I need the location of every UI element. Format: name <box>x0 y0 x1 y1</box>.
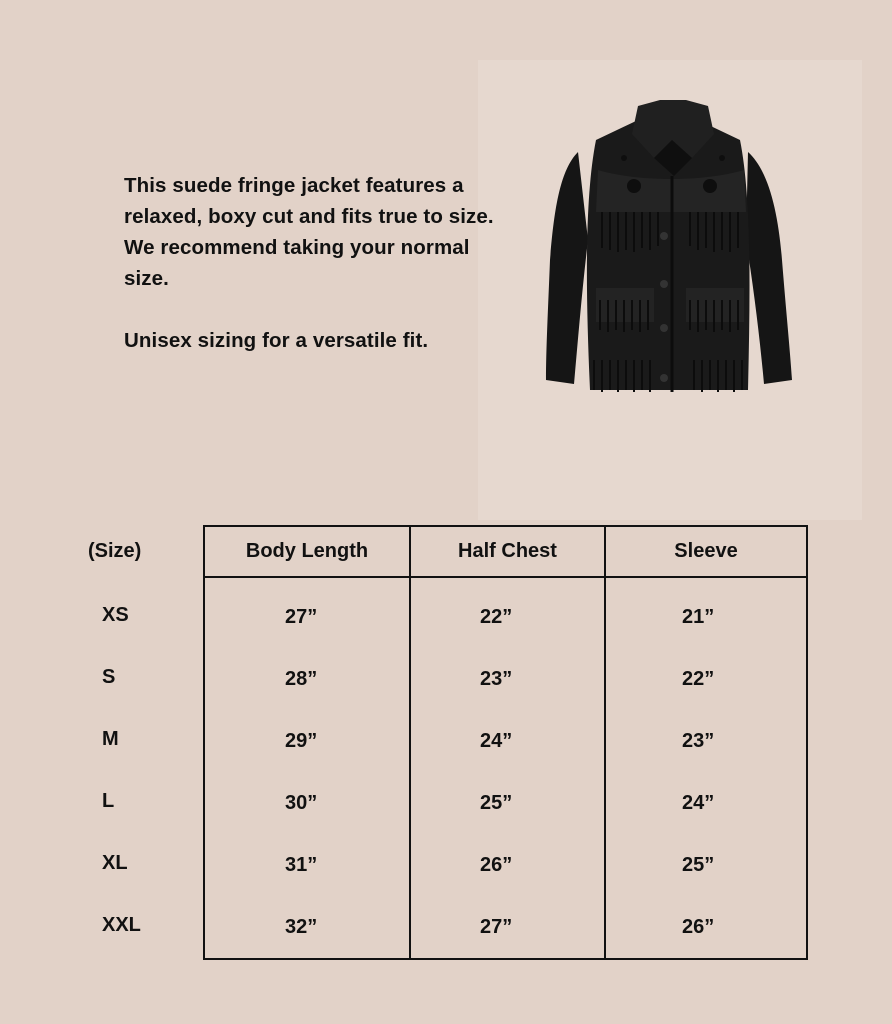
product-description <box>124 170 504 356</box>
cell-half-chest: 22” <box>480 606 513 628</box>
cell-sleeve: 23” <box>682 730 715 752</box>
cell-body-length: 32” <box>285 916 318 938</box>
jacket-image <box>478 60 862 520</box>
cell-body-length: 29” <box>285 730 318 752</box>
size-column-header: (Size) <box>88 540 142 562</box>
cell-body-length: 28” <box>285 668 318 690</box>
cell-half-chest: 23” <box>480 668 513 690</box>
size-label-l: L <box>102 790 115 812</box>
size-label-m: M <box>102 728 119 750</box>
cell-half-chest: 26” <box>480 854 513 876</box>
size-label-xs: XS <box>102 604 129 626</box>
header-body-length: Body Length <box>245 540 369 562</box>
cell-sleeve: 24” <box>682 792 715 814</box>
header-divider <box>205 576 806 578</box>
header-sleeve: Sleeve <box>674 540 738 562</box>
size-chart-table <box>203 525 808 960</box>
size-label-s: S <box>102 666 116 688</box>
cell-sleeve: 22” <box>682 668 715 690</box>
cell-sleeve: 25” <box>682 854 715 876</box>
product-photo <box>478 60 862 520</box>
column-divider <box>409 527 411 958</box>
unisex-note: Unisex sizing for a versatile fit. <box>124 329 429 352</box>
cell-half-chest: 25” <box>480 792 513 814</box>
header-half-chest: Half Chest <box>458 540 557 562</box>
cell-sleeve: 26” <box>682 916 715 938</box>
column-divider <box>604 527 606 958</box>
cell-half-chest: 24” <box>480 730 513 752</box>
cell-body-length: 27” <box>285 606 318 628</box>
cell-body-length: 30” <box>285 792 318 814</box>
cell-sleeve: 21” <box>682 606 715 628</box>
size-label-xl: XL <box>102 852 128 874</box>
cell-body-length: 31” <box>285 854 318 876</box>
cell-half-chest: 27” <box>480 916 513 938</box>
size-label-xxl: XXL <box>102 914 141 936</box>
fit-description: This suede fringe jacket features a relaxed, boxy cut and fits true to size. We recommend taking your normal size. <box>124 174 494 290</box>
